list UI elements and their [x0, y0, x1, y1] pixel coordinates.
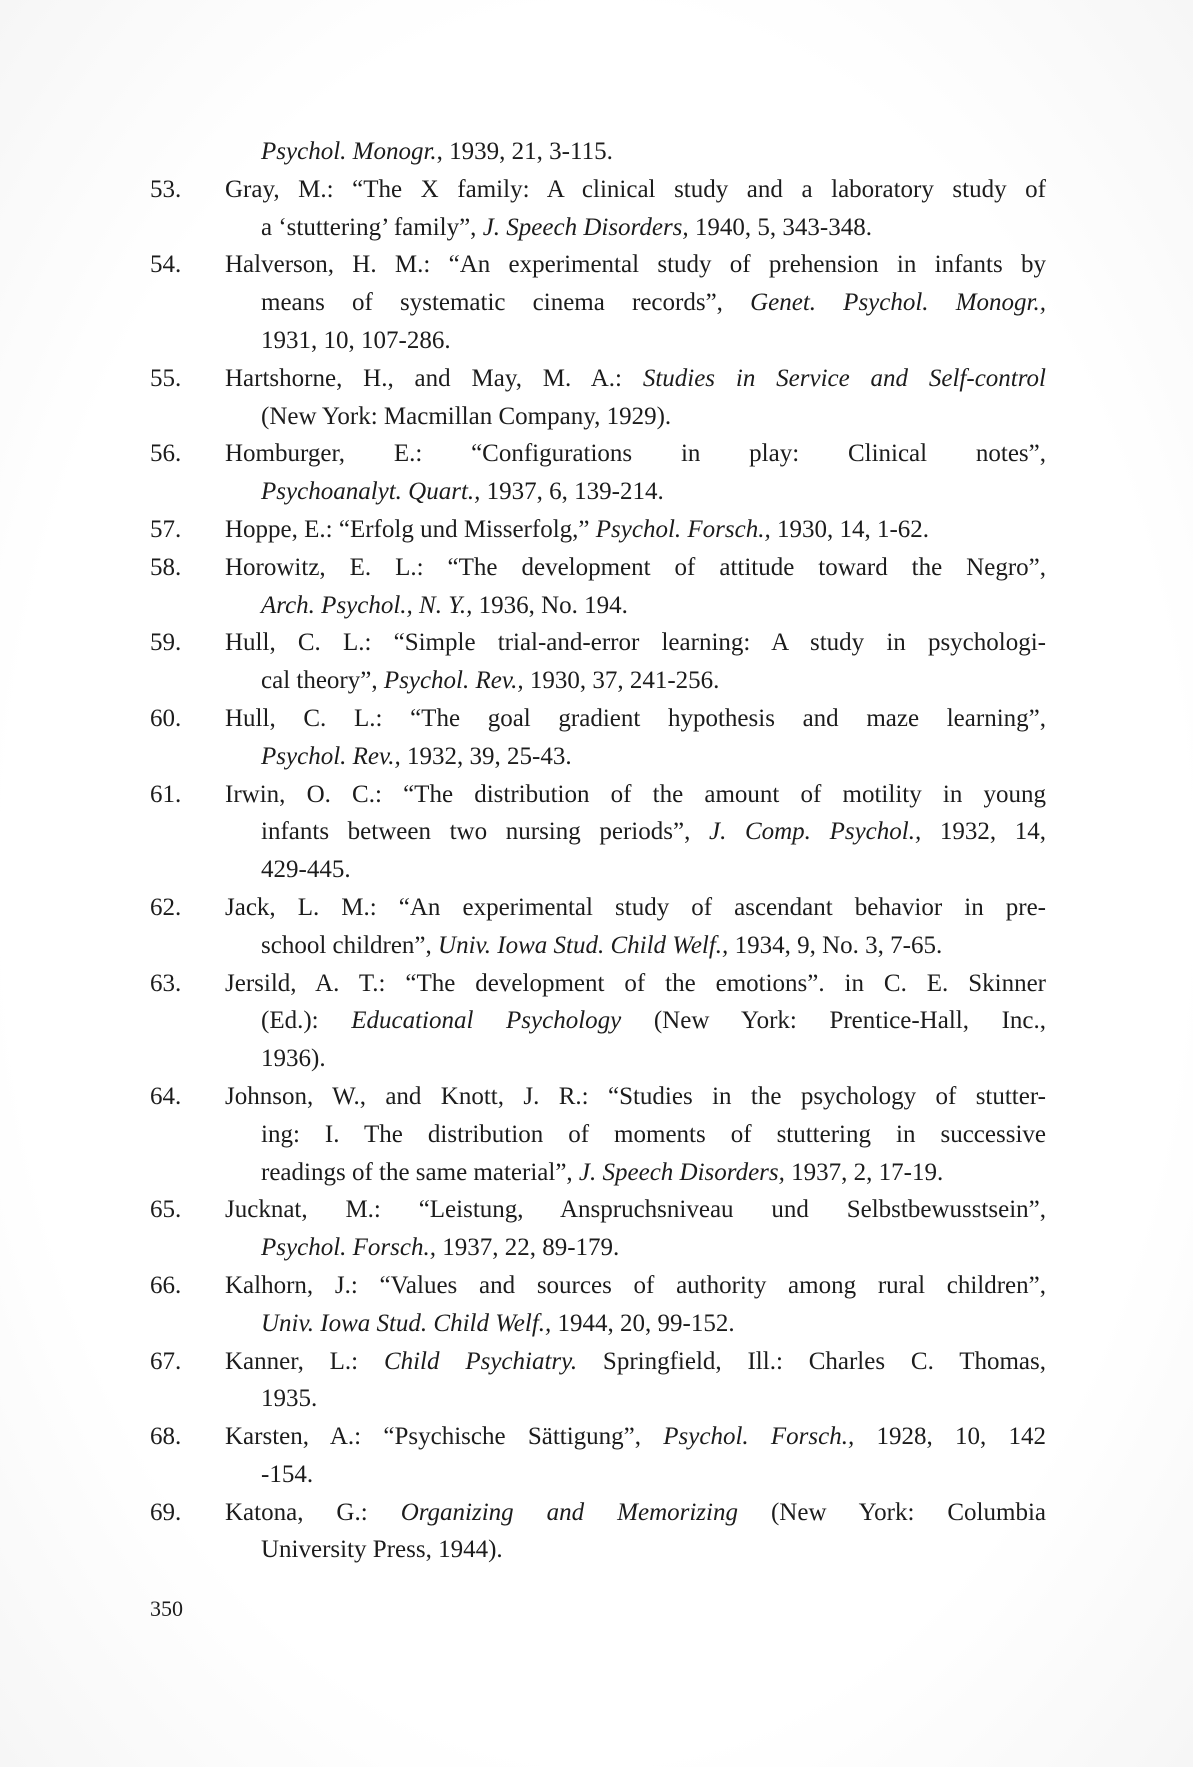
- reference-entry: [150, 1191, 1046, 1267]
- reference-line: [150, 284, 1046, 322]
- journal-title: Arch. Psychol., N. Y.,: [261, 591, 473, 619]
- reference-number: 54.: [150, 251, 182, 279]
- reference-text: [225, 435, 1046, 473]
- reference-number: 58.: [150, 553, 182, 581]
- reference-entry: [150, 171, 1046, 247]
- reference-entry: [150, 1418, 1046, 1494]
- journal-title: Studies in Service and Self-control: [642, 364, 1046, 392]
- reference-line: [150, 1191, 1046, 1229]
- reference-text: [261, 209, 1046, 247]
- reference-line: [150, 1116, 1046, 1154]
- journal-title: J. Comp. Psychol.,: [708, 818, 922, 846]
- reference-segment: Jucknat, M.: “Leistung, Anspruchsniveau und Selbstbewusstsein”,: [225, 1196, 1046, 1224]
- reference-segment: 1944, 20, 99-152.: [551, 1309, 735, 1337]
- journal-title: J. Speech Disorders,: [482, 213, 689, 241]
- page-number: 350: [150, 1596, 183, 1621]
- reference-segment: 1935.: [261, 1385, 318, 1413]
- reference-entry: [150, 1267, 1046, 1343]
- reference-line: [150, 171, 1046, 209]
- reference-number: 68.: [150, 1423, 182, 1451]
- reference-line: [150, 1267, 1046, 1305]
- reference-segment: (New York: Macmillan Company, 1929).: [261, 402, 672, 430]
- reference-line: [150, 322, 1046, 360]
- reference-text: [225, 360, 1046, 398]
- reference-text: [225, 700, 1046, 738]
- reference-segment: , 1939, 21, 3-115.: [436, 138, 613, 165]
- reference-segment: 1931, 10, 107-286.: [261, 326, 451, 354]
- reference-segment: (New York: Prentice-Hall, Inc.,: [621, 1007, 1046, 1035]
- reference-text: [225, 624, 1046, 662]
- reference-number: 62.: [150, 893, 182, 921]
- reference-segment: a ‘stuttering’ family”,: [261, 213, 483, 241]
- reference-line: [150, 1343, 1046, 1381]
- reference-entry: [150, 965, 1046, 1078]
- reference-segment: Halverson, H. M.: “An experimental study of prehension in infants by: [225, 251, 1046, 279]
- reference-line: [150, 1078, 1046, 1116]
- reference-segment: Johnson, W., and Knott, J. R.: “Studies in the psychology of stutter-: [225, 1082, 1046, 1110]
- reference-entry: [150, 435, 1046, 511]
- reference-segment: 1937, 22, 89-179.: [435, 1234, 620, 1262]
- reference-text: [261, 1040, 1046, 1078]
- reference-line: [150, 927, 1046, 965]
- reference-segment: readings of the same material”,: [261, 1158, 579, 1186]
- reference-text: [261, 1456, 1046, 1494]
- reference-line: [150, 587, 1046, 625]
- reference-segment: 1928, 10, 142: [854, 1423, 1046, 1451]
- journal-title: Genet. Psychol. Monogr.,: [750, 289, 1046, 317]
- reference-segment: 1936, No. 194.: [472, 591, 628, 619]
- reference-segment: 1940, 5, 343-348.: [688, 213, 872, 241]
- reference-entry: [150, 246, 1046, 359]
- reference-text: [225, 1343, 1046, 1381]
- reference-number: 69.: [150, 1498, 182, 1526]
- reference-segment: Homburger, E.: “Configurations in play: Clinical notes”,: [225, 440, 1046, 468]
- reference-line: [150, 624, 1046, 662]
- reference-entry: [150, 511, 1046, 549]
- reference-line: [150, 738, 1046, 776]
- reference-text: [261, 587, 1046, 625]
- reference-line: [150, 851, 1046, 889]
- reference-line: [150, 360, 1046, 398]
- reference-segment: 1937, 6, 139-214.: [480, 478, 664, 506]
- reference-segment: Hoppe, E.: “Erfolg und Misserfolg,”: [225, 515, 596, 543]
- reference-line: [150, 246, 1046, 284]
- journal-title: J. Speech Disorders,: [578, 1158, 785, 1186]
- reference-text: [225, 171, 1046, 209]
- reference-number: 64.: [150, 1082, 182, 1110]
- reference-line: [150, 435, 1046, 473]
- reference-line: [150, 1531, 1046, 1569]
- reference-text: [261, 1154, 1046, 1192]
- reference-line: [150, 133, 1046, 171]
- reference-segment: Irwin, O. C.: “The distribution of the amount of motility in young: [225, 780, 1046, 808]
- reference-entry: [150, 624, 1046, 700]
- reference-segment: ing: I. The distribution of moments of stuttering in successive: [261, 1120, 1046, 1148]
- journal-title: Organizing and Memorizing: [400, 1498, 738, 1526]
- reference-line: [150, 700, 1046, 738]
- reference-text: [225, 1078, 1046, 1116]
- reference-line: [150, 549, 1046, 587]
- reference-segment: 1930, 37, 241-256.: [523, 667, 720, 695]
- reference-line: [150, 1040, 1046, 1078]
- reference-segment: Karsten, A.: “Psychische Sättigung”,: [225, 1423, 664, 1451]
- reference-text: [225, 549, 1046, 587]
- reference-line: [150, 1229, 1046, 1267]
- journal-title: Educational Psychology: [351, 1007, 622, 1035]
- reference-text: [261, 851, 1046, 889]
- reference-text: [261, 473, 1046, 511]
- reference-text: [261, 1116, 1046, 1154]
- reference-text: [225, 1267, 1046, 1305]
- reference-line: [150, 889, 1046, 927]
- reference-number: 53.: [150, 175, 182, 203]
- reference-line: [150, 1002, 1046, 1040]
- reference-segment: school children”,: [261, 931, 439, 959]
- reference-number: 66.: [150, 1271, 182, 1299]
- reference-segment: 1930, 14, 1-62.: [770, 515, 930, 543]
- reference-number: 65.: [150, 1196, 182, 1224]
- reference-text: [261, 133, 1046, 171]
- reference-text: [261, 813, 1046, 851]
- reference-line: [150, 1305, 1046, 1343]
- reference-text: [261, 738, 1046, 776]
- reference-segment: infants between two nursing periods”,: [261, 818, 709, 846]
- journal-title: Psychol. Rev.,: [383, 667, 524, 695]
- reference-text: [225, 889, 1046, 927]
- reference-text: [261, 398, 1046, 436]
- reference-segment: cal theory”,: [261, 667, 384, 695]
- reference-entry: [150, 1078, 1046, 1191]
- reference-line: [150, 473, 1046, 511]
- reference-text: [261, 284, 1046, 322]
- reference-line: [150, 1494, 1046, 1532]
- reference-segment: 1934, 9, No. 3, 7-65.: [728, 931, 943, 959]
- reference-line: [150, 1418, 1046, 1456]
- reference-segment: University Press, 1944).: [261, 1536, 503, 1564]
- reference-text: [225, 1418, 1046, 1456]
- reference-text: [225, 965, 1046, 1003]
- reference-list: [150, 133, 1046, 1569]
- reference-line: [150, 662, 1046, 700]
- reference-segment: Kalhorn, J.: “Values and sources of authority among rural children”,: [225, 1271, 1046, 1299]
- reference-text: [261, 1002, 1046, 1040]
- reference-entry: [150, 776, 1046, 889]
- reference-line: [150, 776, 1046, 814]
- reference-text: [261, 927, 1046, 965]
- reference-text: [225, 776, 1046, 814]
- reference-number: 59.: [150, 629, 182, 657]
- reference-segment: (New York: Columbia: [737, 1498, 1046, 1526]
- reference-text: [261, 1531, 1046, 1569]
- reference-segment: Gray, M.: “The X family: A clinical study and a laboratory study of: [225, 175, 1046, 203]
- reference-number: 55.: [150, 364, 182, 392]
- reference-text: [225, 511, 1046, 549]
- reference-segment: 429-445.: [261, 856, 351, 884]
- reference-number: 57.: [150, 515, 182, 543]
- journal-title: Psychol. Forsch.,: [595, 515, 771, 543]
- reference-line: [150, 1456, 1046, 1494]
- reference-segment: means of systematic cinema records”,: [261, 289, 751, 317]
- reference-line: [150, 511, 1046, 549]
- reference-entry: [150, 1494, 1046, 1570]
- reference-entry: [150, 700, 1046, 776]
- reference-segment: 1932, 39, 25-43.: [400, 742, 572, 770]
- reference-text: [225, 1191, 1046, 1229]
- reference-line: [150, 1380, 1046, 1418]
- journal-title: Psychoanalyt. Quart.,: [261, 478, 481, 506]
- journal-title: Psychol. Forsch.,: [663, 1423, 855, 1451]
- journal-title: Psychol. Rev.,: [261, 742, 401, 770]
- reference-segment: 1937, 2, 17-19.: [784, 1158, 944, 1186]
- reference-segment: Springfield, Ill.: Charles C. Thomas,: [577, 1347, 1046, 1375]
- reference-segment: Kanner, L.:: [225, 1347, 384, 1375]
- reference-text: [261, 1380, 1046, 1418]
- reference-segment: -154.: [261, 1460, 314, 1488]
- reference-segment: 1936).: [261, 1045, 326, 1073]
- reference-text: [261, 1229, 1046, 1267]
- reference-segment: 1932, 14,: [921, 818, 1046, 846]
- reference-text: [261, 1305, 1046, 1343]
- reference-segment: Hartshorne, H., and May, M. A.:: [225, 364, 643, 392]
- reference-entry: [150, 889, 1046, 965]
- reference-entry: [150, 360, 1046, 436]
- reference-line: [150, 209, 1046, 247]
- reference-segment: Horowitz, E. L.: “The development of attitude toward the Negro”,: [225, 553, 1046, 581]
- journal-title: Psychol. Monogr.: [261, 138, 437, 165]
- reference-text: [225, 246, 1046, 284]
- reference-line: [150, 813, 1046, 851]
- reference-line: [150, 965, 1046, 1003]
- reference-entry: [150, 133, 1046, 171]
- reference-segment: Hull, C. L.: “The goal gradient hypothesis and maze learning”,: [225, 704, 1046, 732]
- reference-text: [261, 322, 1046, 360]
- journal-title: Child Psychiatry.: [383, 1347, 578, 1375]
- journal-title: Psychol. Forsch.,: [261, 1234, 436, 1262]
- reference-entry: [150, 1343, 1046, 1419]
- reference-entry: [150, 549, 1046, 625]
- reference-number: 61.: [150, 780, 182, 808]
- reference-line: [150, 398, 1046, 436]
- journal-title: Univ. Iowa Stud. Child Welf.,: [261, 1309, 552, 1337]
- reference-segment: (Ed.):: [261, 1007, 352, 1035]
- reference-segment: Katona, G.:: [225, 1498, 401, 1526]
- reference-number: 67.: [150, 1347, 182, 1375]
- reference-text: [225, 1494, 1046, 1532]
- reference-line: [150, 1154, 1046, 1192]
- reference-segment: Jersild, A. T.: “The development of the emotions”. in C. E. Skinner: [225, 969, 1046, 997]
- reference-number: 60.: [150, 704, 182, 732]
- reference-segment: Hull, C. L.: “Simple trial-and-error learning: A study in psychologi-: [225, 629, 1046, 657]
- reference-number: 56.: [150, 440, 182, 468]
- reference-segment: Jack, L. M.: “An experimental study of ascendant behavior in pre-: [225, 893, 1046, 921]
- reference-text: [261, 662, 1046, 700]
- reference-number: 63.: [150, 969, 182, 997]
- journal-title: Univ. Iowa Stud. Child Welf.,: [438, 931, 729, 959]
